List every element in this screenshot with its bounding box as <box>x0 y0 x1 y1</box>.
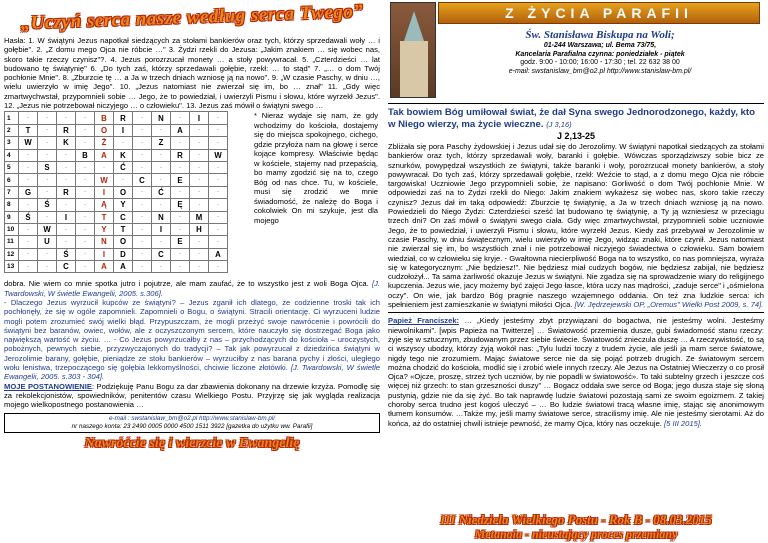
crossword-cell: · <box>133 248 152 260</box>
crossword-row <box>5 261 228 273</box>
crossword-cell: · <box>76 124 95 136</box>
crossword-cell: N <box>95 236 114 248</box>
crossword-cell: A <box>95 261 114 273</box>
crossword-cell: Ś <box>19 211 38 223</box>
crossword-cell: · <box>152 261 171 273</box>
crossword-cell: R <box>57 124 76 136</box>
crossword-row <box>5 174 228 186</box>
masthead <box>388 0 764 100</box>
crossword-cell: · <box>19 112 38 124</box>
crossword-cell: N <box>152 211 171 223</box>
crossword-cell: S <box>38 161 57 173</box>
banner-title: „Uczyń serca nasze według serca Twego” <box>20 1 364 34</box>
motto-reference: (J 3,16) <box>546 119 572 129</box>
crossword-cell: A <box>171 124 190 136</box>
crossword <box>4 111 380 279</box>
crossword-cell: · <box>19 149 38 161</box>
crossword-cell: · <box>19 248 38 260</box>
crossword-cell: · <box>171 211 190 223</box>
crossword-cell: · <box>76 211 95 223</box>
footer <box>388 512 764 541</box>
section-divider <box>388 312 764 313</box>
crossword-row <box>5 186 228 198</box>
crossword-cell: · <box>209 199 228 211</box>
crossword-cell: I <box>152 223 171 235</box>
crossword-row-number: 10 <box>5 223 19 235</box>
crossword-row-number: 2 <box>5 124 19 136</box>
contact-box <box>4 413 380 433</box>
crossword-cell: · <box>152 149 171 161</box>
crossword-cell: · <box>114 137 133 149</box>
crossword-row-number: 12 <box>5 248 19 260</box>
crossword-cell: Ś <box>57 248 76 260</box>
crossword-cell: · <box>57 199 76 211</box>
crossword-cell: · <box>76 199 95 211</box>
paragraph-2-citation: [J. Twardowski, W świetle Ewangelii, 2005. s.303 - 304]. <box>4 363 380 382</box>
motto-text: Tak bowiem Bóg umiłował świat, że dał Syna swego Jednorodzonego, każdy, kto w Niego wierzy, ma życie wieczne. <box>388 107 755 130</box>
crossword-cell: · <box>171 223 190 235</box>
crossword-cell: D <box>114 248 133 260</box>
gospel-text <box>388 142 764 309</box>
crossword-cell: · <box>76 137 95 149</box>
crossword-cell: · <box>76 186 95 198</box>
crossword-cell: H <box>190 223 209 235</box>
crossword-cell: R <box>57 186 76 198</box>
crossword-cell: B <box>76 149 95 161</box>
footer-sunday: III Niedziela Wielkiego Postu - Rok B - 08.03.2015 <box>440 512 712 527</box>
crossword-cell: · <box>171 248 190 260</box>
crossword-row <box>5 161 228 173</box>
crossword-cell: W <box>19 137 38 149</box>
crossword-cell: T <box>95 211 114 223</box>
crossword-cell: · <box>57 112 76 124</box>
crossword-row-number: 1 <box>5 112 19 124</box>
crossword-cell: K <box>57 137 76 149</box>
paragraph-2-text: - Dlaczego Jezus wyrzucił kupców ze świątyni? – Jezus zganił ich dlatego, że codzienne troski tak ich pochłonęły, że się w ogóle zapomnieli. Zapomnieli o Bogu, o świątyni. Stracili orientację. Ci wyrzuceni ludzie mogli potem zrozumieć swój wielki błąd. Przypuszczam, że mogli przeżyć swoje nawrócenie i powrócili do świątyni bez baranów, owiec, wołów, ale z oczyszczonym sercem, które nauczyło się dostrzegać Boga jako największą wartość w życiu. … - Co Jezus powyrzucałby z nas – przychodzących do kościoła – uroczystych, pobożnych, pewnych siebie, przyzwyczajonych do tradycji? – Tak jak powyrzucał z dziedzińca świątyni w Jerozolimie barany, gołębie, pieniądze ze stołu bankierów – wyrzuciłby z nas barana pychy i złości, uległego wołu lenistwa, trzepoczącego się gołębia lekkomyślności, chciwie liczone złotówki. <box>4 297 380 373</box>
crossword-cell: · <box>152 124 171 136</box>
crossword-cell: · <box>19 261 38 273</box>
crossword-cell: · <box>57 161 76 173</box>
crossword-row <box>5 236 228 248</box>
crossword-cell: E <box>171 236 190 248</box>
crossword-cell: K <box>114 149 133 161</box>
crossword-cell: · <box>76 174 95 186</box>
right-column <box>388 0 764 543</box>
crossword-cell: Ę <box>171 199 190 211</box>
crossword-cell: A <box>114 261 133 273</box>
crossword-cell: Ż <box>95 137 114 149</box>
crossword-cell: · <box>209 236 228 248</box>
paragraph-1-text: dobra. Nie wiem co mnie spotka jutro i pojutrze, ale mam zaufać, że to wszystko jest z woli Boga Ojca. <box>4 279 369 289</box>
bottom-title: Nawróćcie się i wierzcie w Ewangelię <box>84 435 300 451</box>
crossword-cell: · <box>209 186 228 198</box>
crossword-cell: A <box>95 149 114 161</box>
crossword-row <box>5 199 228 211</box>
crossword-cell: I <box>57 211 76 223</box>
crossword-cell: · <box>19 236 38 248</box>
crossword-reflection: * Nieraz wydaje się nam, że gdy wchodzimy do kościoła, dostajemy się do miejsca spokojnego, cichego, gdzie przyłoża nam na głowę i serce kojące kompresy. Właściwie będąc w kościele, stajemy nad przepaścią, bo mamy zgodzić się na to, czego Bóg od nas chce. Tu, w kościele, musi się zrodzić we mnie świadomość, że należę do Boga i cokolwiek On mi szykuje, jest dla mojego <box>254 111 378 225</box>
crossword-cell: · <box>76 112 95 124</box>
crossword-cell: · <box>133 261 152 273</box>
crossword-cell: C <box>152 248 171 260</box>
crossword-row-number: 9 <box>5 211 19 223</box>
crossword-cell: · <box>171 137 190 149</box>
crossword-row-number: 11 <box>5 236 19 248</box>
crossword-cell: I <box>95 186 114 198</box>
crossword-cell: · <box>76 236 95 248</box>
crossword-cell: W <box>209 149 228 161</box>
pope-quote <box>388 316 764 428</box>
crossword-cell: I <box>95 248 114 260</box>
crossword-cell: · <box>133 112 152 124</box>
crossword-cell: C <box>114 211 133 223</box>
church-roof-shape <box>404 11 424 41</box>
pope-label: Papież Franciszek: <box>388 316 460 326</box>
crossword-cell: O <box>114 186 133 198</box>
crossword-cell: · <box>38 137 57 149</box>
crossword-cell: · <box>19 161 38 173</box>
crossword-cell: Y <box>114 199 133 211</box>
crossword-cell: · <box>209 124 228 136</box>
crossword-cell: R <box>171 149 190 161</box>
crossword-cell: · <box>190 236 209 248</box>
crossword-row-number: 7 <box>5 186 19 198</box>
crossword-clues: Hasła: 1. W świątyni Jezus napotkał siedzących za stołami bankierów oraz tych, którzy sprzedawali woły … i gołębie". 2. „Z domu mego Ojca nie róbcie …" 3. Żydzi rzekli do Jezusa: „Jakim znakiem … się wobec nas, skoro takie rzeczy czynisz"?. 4. Jezus porozrzucał monety … a stoły powywracał. 5. „Czterdzieści … lat budowano tę świątynię" 6. „Do tych zaś, którzy sprzedawali gołębie, rzekł: … to stąd" 7. „… o dom Twój pochłonie Mnie". 8. „Zburzcie tę … a Ja w trzech dniach wzniosę ją na nowo". 9. „W czasie Paschy, w dniu …, wielu uwierzyło w imię Jego". 10. „Jezus natomiast nie zwierzał się im, bo … znał" 11. „Gdy więc zmartwychwstał, przypomnieli sobie … Jego, że to powiedział, i uwierzyli Pismu i słowu, które wyrzekł Jezus". 12. „Jezus nie potrzebował niczyjego … o człowieku". 13. Jezus zaś mówił o świątyni swego … <box>4 36 380 111</box>
crossword-cell: · <box>190 199 209 211</box>
crossword-cell: · <box>209 211 228 223</box>
footer-metanoia: Metanoia - nieustający proces przemiany <box>474 527 678 541</box>
crossword-cell: M <box>190 211 209 223</box>
crossword-cell: · <box>95 161 114 173</box>
crossword-grid <box>4 111 228 273</box>
crossword-cell: C <box>57 261 76 273</box>
crossword-cell: I <box>190 112 209 124</box>
crossword-cell: Ś <box>38 199 57 211</box>
crossword-cell: · <box>133 223 152 235</box>
crossword-cell: · <box>152 236 171 248</box>
crossword-cell: · <box>190 261 209 273</box>
crossword-cell: · <box>38 186 57 198</box>
crossword-cell: T <box>114 223 133 235</box>
account-line: nr naszego konta: 23 2490 0005 0000 4500 1511 3922 [gazetka do użytku ww. Parafii] <box>71 422 313 430</box>
crossword-cell: · <box>38 174 57 186</box>
crossword-cell: I <box>114 124 133 136</box>
gospel-reference: J 2,13-25 <box>556 131 596 141</box>
crossword-cell: · <box>38 124 57 136</box>
crossword-cell: · <box>57 236 76 248</box>
crossword-cell: · <box>19 223 38 235</box>
crossword-cell: · <box>190 149 209 161</box>
crossword-row <box>5 211 228 223</box>
crossword-cell: · <box>19 199 38 211</box>
crossword-row-number: 4 <box>5 149 19 161</box>
resolution-text: : Podziękuję Panu Bogu za dar zbawienia dokonany na drzewie krzyża. Pomodlę się za rekolekcjonistów, spowiedników, penitentów czasu Wielkiego Postu. Przyjrzę się jak wygląda realizacja mojego wielkopostnego postanowienia … <box>4 381 380 410</box>
masthead-title: Z ŻYCIA PARAFII <box>438 2 760 24</box>
crossword-cell: · <box>209 174 228 186</box>
crossword-cell: · <box>209 261 228 273</box>
crossword-cell: · <box>38 149 57 161</box>
crossword-cell: · <box>76 223 95 235</box>
crossword-cell: · <box>171 261 190 273</box>
crossword-cell: · <box>209 137 228 149</box>
crossword-row-number: 5 <box>5 161 19 173</box>
gospel-body: Zbliżała się pora Paschy żydowskiej i Jezus udał się do Jerozolimy. W świątyni napotkał siedzących za stołami bankierów oraz tych, którzy sprzedawali woły, baranki i gołębie. Wówczas sporządziwszy sobie bicz ze sznurków, powypędzał wszystkich ze świątyni, także baranki i woły, porozrzucał monety bankierów, a stoły powywracał. Do tych zaś, którzy sprzedawali gołębie, rzekł: Weźcie to stąd, a z domu mego Ojca nie róbcie targowiska! Uczniowie Jego przypomnieli sobie, że napisano: Gorliwość o dom Twój pochłonie Mnie. W odpowiedzi zaś na to Żydzi rzekli do Niego: Jakim znakiem wykażesz się wobec nas, skoro takie rzeczy czynisz? Jezus dał im taką odpowiedź: Zburzcie tę świątynię, a Ja w trzech dniach wzniosę ją na nowo. Powiedzieli do Niego Żydzi: Czterdzieści sześć lat budowano tę świątynię, a Ty ją wzniesiesz w przeciągu trzech dni? On zaś mówił o świątyni swego ciała. Gdy więc zmartwychwstał, przypomnieli sobie uczniowie Jego, że to powiedział, i uwierzyli Pismu i słowu, które wyrzekł Jezus. Kiedy zaś przebywał w Jerozolimie w czasie Paschy, w dniu świątecznym, wielu uwierzyło w imię Jego, widząc znaki, które czynił. Jezus natomiast nie zwierzał się im, bo wszystkich znał i nie potrzebował niczyjego świadectwa o człowieku. Sam bowiem wiedział, co w człowieku się kryje. - Gwałtowna niecierpliwość Boga na to wszystko, co nas pomniejsza, wyraża się w kategorycznym: „Nie będziesz!". Nie będziesz miał cudzych bogów, nie będziesz zabijał, nie będziesz cudzołożył... Ta sama żarliwość okazuje Jezus w świątyni. Nie zgadza się na sprowadzenie wiary do religijnego kupczenia. Jezus wie, jacy możemy być zajęci Jego łasce, która uczy nas mądrości, „zaduje serce" i „ośmielona oczy". On wie, jak bardzo Bóg pragnie naszego wzajemnego oddania. On też zna ludzkie serca: ich spełnieniem jest zamieszkanie w świątyni miłości Ojca. <box>388 142 764 310</box>
crossword-cell: · <box>133 211 152 223</box>
header-divider <box>388 103 764 104</box>
crossword-cell: G <box>19 186 38 198</box>
crossword-cell: Y <box>95 223 114 235</box>
crossword-cell: N <box>152 112 171 124</box>
crossword-cell: Z <box>152 137 171 149</box>
office-hours: godz. 9:00 - 10:00; 16:00 - 17:30 ; tel. 22 632 38 00 <box>520 59 680 67</box>
crossword-cell: · <box>76 261 95 273</box>
church-body-shape <box>400 41 428 97</box>
crossword-cell: R <box>114 112 133 124</box>
crossword-cell: · <box>209 223 228 235</box>
motto <box>388 107 764 130</box>
crossword-cell: · <box>38 211 57 223</box>
crossword-row <box>5 137 228 149</box>
resolution <box>4 382 380 410</box>
office-hours-label: Kancelaria Parafialna czynna: poniedziałek - piątek <box>515 50 685 58</box>
crossword-cell: B <box>95 112 114 124</box>
crossword-cell: E <box>171 174 190 186</box>
crossword-row-number: 6 <box>5 174 19 186</box>
crossword-cell: U <box>38 236 57 248</box>
crossword-cell: W <box>38 223 57 235</box>
pope-text: … „Kiedy jesteśmy zbyt przywiązani do bogactwa, nie jesteśmy wolni. Jesteśmy niewolnikami". [wpis Papieża na Twitterze] … Światowość przemienia dusze, gubi świadomość stanu rzeczy: żyje się w sztucznym, zbudowanym przez siebie świecie. Światowość znieczula duszę … A rzeczywistość, to są ci wszyscy ubodzy, którzy żyją wokół nas: „Tylu ludzi toczy z trudem życie, ale jeśli ja mam serce światowe, nigdy tego nie zrozumiem. Mając światowe serce nie da się pojąć potrzeb drugich. Ze światowym sercem można chodzić do kościoła, modlić się i zrobić wiele innych rzeczy. Ale Jezus na Ostatniej Wieczerzy o co prosił Ojca? «Ojcze, proszę, strzeż tych uczniów, by nie popadli w światowość». To taki subtelny grzech i jeszcze coś więcej niż grzech: to stan grzeszności duszy" … Bogacz oddała swe serce od Boga; jego dusza staje się słoną pustynią, gdzie nie da się żyć. Bo tak naprawdę ludzie światowi pozostają sami ze swoim egoizmem. Z takiej choroby serca trudno jest kogoś uleczyć – … Bo ludzie światowi tracą własne imię, stając się anonimowym tłumem konsumów. …Także my, jeśli mamy światowe serce, stracilismy imię. Ale nie jesteśmy sierotami. Aż do końca, aż do ostatniej chwili istnieje pewność, że mamy Ojca, który nas oczekuje. <box>388 316 764 428</box>
crossword-row <box>5 149 228 161</box>
crossword-cell: · <box>114 174 133 186</box>
church-photo <box>390 2 436 98</box>
crossword-cell: O <box>95 124 114 136</box>
pope-citation: [5 III 2015]. <box>664 418 703 428</box>
crossword-cell: · <box>38 261 57 273</box>
crossword-cell: · <box>57 223 76 235</box>
crossword-row-number: 8 <box>5 199 19 211</box>
crossword-cell: Ą <box>95 199 114 211</box>
resolution-label: MOJE POSTANOWIENIE <box>4 381 92 391</box>
crossword-cell: Ć <box>152 186 171 198</box>
crossword-row <box>5 112 228 124</box>
crossword-cell: C <box>133 174 152 186</box>
crossword-row <box>5 223 228 235</box>
crossword-cell: · <box>38 112 57 124</box>
crossword-cell: · <box>133 161 152 173</box>
parish-name: Św. Stanisława Biskupa na Woli; <box>525 29 675 41</box>
crossword-cell: · <box>76 161 95 173</box>
crossword-cell: · <box>209 112 228 124</box>
crossword-cell: O <box>114 236 133 248</box>
crossword-cell: T <box>19 124 38 136</box>
crossword-cell: · <box>133 186 152 198</box>
paragraph-1-citation: [J. Twardowski, W świetle Ewangelii, 2005. s.306]. <box>4 279 380 298</box>
crossword-cell: · <box>190 124 209 136</box>
crossword-cell: A <box>209 248 228 260</box>
crossword-cell: · <box>152 174 171 186</box>
crossword-cell: · <box>171 186 190 198</box>
contact-line[interactable]: e-mail : swstanislaw_bm@o2.pl http://www.stanislaw-bm.pl/ <box>109 414 275 422</box>
crossword-cell: Ć <box>114 161 133 173</box>
crossword-cell: · <box>133 199 152 211</box>
crossword-row <box>5 248 228 260</box>
parish-contact[interactable]: e-mail: swstanislaw_bm@o2.pl http://www.stanislaw-bm.pl/ <box>508 67 692 75</box>
gospel-citation: [W. Jędrzejewski OP, „Oremus" Wielki Post 2009, s. 74]. <box>574 300 764 310</box>
crossword-cell: · <box>152 161 171 173</box>
crossword-cell: W <box>95 174 114 186</box>
crossword-cell: · <box>133 137 152 149</box>
crossword-cell: · <box>57 149 76 161</box>
crossword-row-number: 3 <box>5 137 19 149</box>
crossword-cell: · <box>190 174 209 186</box>
crossword-row-number: 13 <box>5 261 19 273</box>
crossword-cell: · <box>209 161 228 173</box>
crossword-cell: · <box>190 248 209 260</box>
left-column <box>4 0 380 543</box>
crossword-cell: · <box>190 161 209 173</box>
parish-info <box>440 28 760 76</box>
paragraph-2 <box>4 298 380 382</box>
crossword-cell: · <box>171 161 190 173</box>
crossword-cell: · <box>133 149 152 161</box>
parish-address: 01-244 Warszawa; ul. Bema 73/75, <box>543 42 657 49</box>
crossword-cell: · <box>171 112 190 124</box>
crossword-cell: · <box>133 124 152 136</box>
crossword-cell: · <box>190 137 209 149</box>
crossword-cell: · <box>152 199 171 211</box>
crossword-cell: · <box>57 174 76 186</box>
paragraph-1 <box>4 279 380 298</box>
crossword-cell: · <box>190 186 209 198</box>
crossword-cell: · <box>133 236 152 248</box>
crossword-row <box>5 124 228 136</box>
crossword-cell: · <box>76 248 95 260</box>
crossword-cell: · <box>19 174 38 186</box>
crossword-cell: · <box>38 248 57 260</box>
